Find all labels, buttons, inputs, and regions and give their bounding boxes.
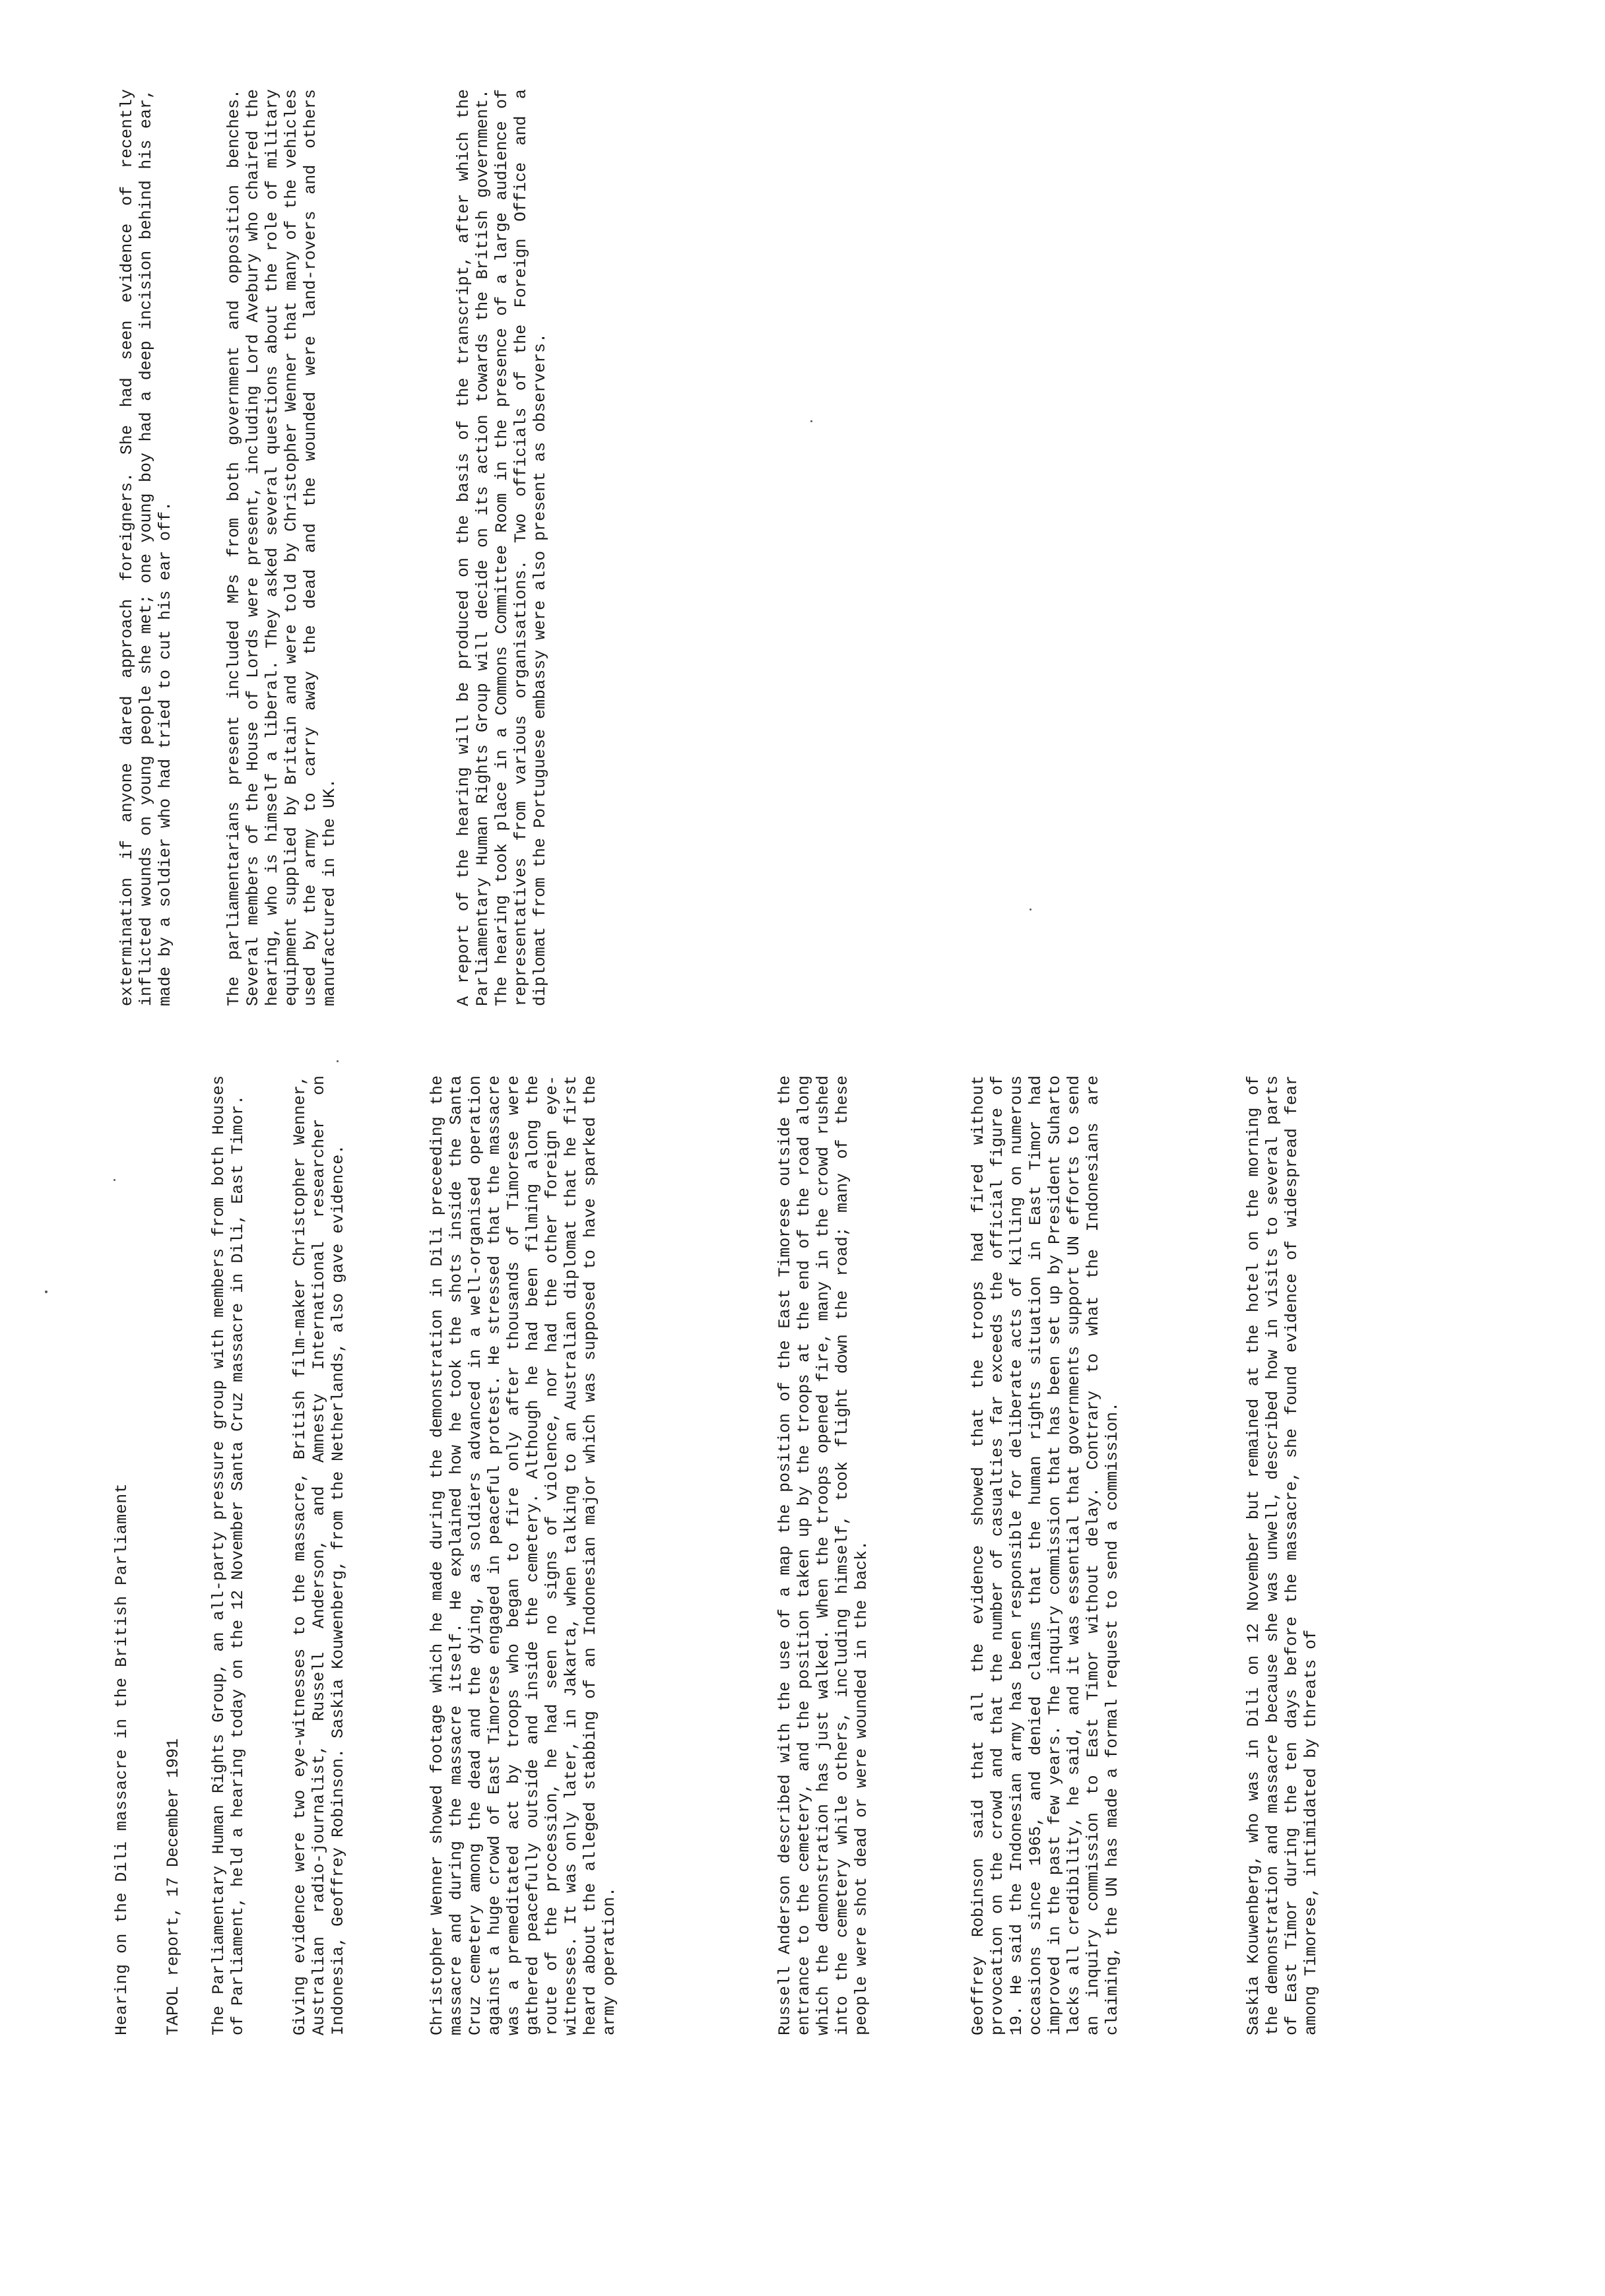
paragraph-intro: The Parliamentary Human Rights Group, an all-party pressure group with members from both Houses of Parliament, held a hearing today on the 12 November Santa Cruz massacre in Dili, East Timor. — [209, 1075, 247, 2035]
paragraph-kouwenberg: Saskia Kouwenberg, who was in Dili on 12 November but remained at the hotel on the morning of the demonstration and massacre because she was unwell, described how in visits to several parts of East Timor during the ten days before the massacre, she found evidence of widespread fear among Timorese, intimidated by threats of — [1244, 1075, 1321, 2035]
paragraph-anderson: Russell Anderson described with the use of a map the position of the East Timorese outside the entrance to the cemetery, and the position taken up by the troops at the end of the road along which the demonstration has just walked. When the troops opened fire, many in the crowd rushed into the cemetery while others, including himself, took flight down the road; many of these people were shot dead or were wounded in the back. — [775, 1075, 871, 2035]
paragraph-witnesses: Giving evidence were two eye-witnesses to the massacre, British film-maker Christopher Wenner, Australian radio-journalist, Russell Anderson, and Amnesty International researcher on Indonesia, Geoffrey Robinson. Saskia Kouwenberg, from the Netherlands, also gave evidence. — [290, 1075, 348, 2035]
scan-speck — [1030, 909, 1032, 910]
paragraph-parliamentarians: The parliamentarians present included MPs from both government and opposition benches. Several members of the House of Lords were present, including Lord Avebury who chaired the hearing, who is himself a liberal. They asked several questions about the role of military equipment supplied by Britain and were told by Christopher Wenner that many of the vehicles used by the army to carry away the dead and the wounded were land-rovers and others manufactured in the UK. — [224, 89, 339, 1006]
paragraph-report: A report of the hearing will be produced on the basis of the transcript, after which the Parliamentary Human Rights Group will decide on its action towards the British government. The hearing took place in a Commons Committee Room in the presence of a large audience of representatives from various organisations. Two officials of the Foreign Office and a diplomat from the Portuguese embassy were also present as observers. — [454, 89, 550, 1006]
scan-speck — [810, 420, 812, 422]
paragraph-continuation: extermination if anyone dared approach foreigners. She had seen evidence of recently inflicted wounds on young people she met; one young boy had a deep incision behind his ear, made by a soldier who had tried to cut his ear off. — [117, 89, 175, 1006]
scan-speck — [337, 1060, 339, 1062]
paragraph-robinson: Geoffrey Robinson said that all the evidence showed that the troops had fired without provocation on the crowd and that the number of casualties far exceeds the official figure of 19. He said the Indonesian army has been responsible for deliberate acts of killing on numerous occasions since 1965, and denied claims that the human rights situation in East Timor had improved in the past few years. The inquiry commission that has been set up by President Suharto lacks all credibility, he said, and it was essential that governments support UN efforts to send an inquiry commission to East Timor without delay. Contrary to what the Indonesians are claiming, the UN has made a formal request to send a commission. — [969, 1075, 1122, 2035]
scan-speck — [114, 1179, 115, 1181]
document-title: Hearing on the Dili massacre in the British Parliament — [112, 1483, 131, 2035]
paragraph-wenner: Christopher Wenner showed footage which he made during the demonstration in Dili preceeding the massacre and during the massacre itself. He explained how he took the shots inside the Santa Cruz cemetery among the dead and the dying, as soldiers advanced in a well-organised operation against a huge crowd of East Timorese engaged in peaceful protest. He stressed that the massacre was a premeditated act by troops who began to fire only after thousands of Timorese were gathered peacefully outside and inside the cemetery. Although he had been filming along the route of the procession, he had seen no signs of violence, nor had the other foreign eye-witnesses. It was only later, in Jakarta, when talking to an Australian diplomat that he first heard about the alleged stabbing of an Indonesian major which was supposed to have sparked the army operation. — [428, 1075, 619, 2035]
scan-speck — [45, 1291, 48, 1293]
dateline: TAPOL report, 17 December 1991 — [164, 1738, 183, 2035]
